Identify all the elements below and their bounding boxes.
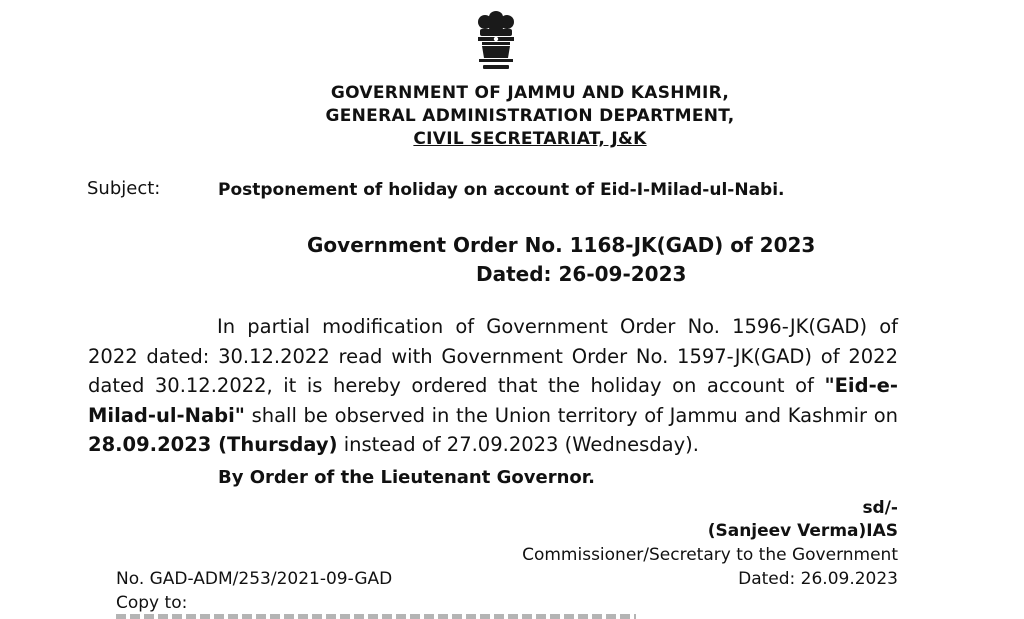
reference-number: No. GAD-ADM/253/2021-09-GAD	[116, 569, 393, 589]
order-number: Government Order No. 1168-JK(GAD) of 2023	[307, 233, 816, 257]
signatory-designation: Commissioner/Secretary to the Government	[522, 545, 898, 565]
body-text-part3: instead of 27.09.2023 (Wednesday).	[337, 433, 699, 456]
header-line-secretariat: CIVIL SECRETARIAT, J&K	[413, 129, 647, 149]
new-holiday-date: 28.09.2023 (Thursday)	[88, 433, 338, 456]
state-emblem-icon	[468, 8, 524, 76]
header-line-department: GENERAL ADMINISTRATION DEPARTMENT,	[325, 106, 735, 126]
holiday-name: "Eid-e-Milad-ul-Nabi"	[88, 374, 898, 427]
order-body-paragraph	[88, 312, 898, 460]
cut-off-text-line	[116, 614, 636, 619]
by-order-line: By Order of the Lieutenant Governor.	[218, 467, 595, 488]
header-line-government: GOVERNMENT OF JAMMU AND KASHMIR,	[330, 83, 730, 103]
order-date: Dated: 26-09-2023	[476, 262, 687, 286]
body-text-part1: In partial modification of Government Order No. 1596-JK(GAD) of 2022 dated: 30.12.2022 read with Government Order No. 1597-JK(GAD) of 2022 dated 30.12.2022, it is hereby ordered that the holiday on account of	[88, 315, 898, 397]
subject-text: Postponement of holiday on account of Eid-I-Milad-ul-Nabi.	[218, 180, 785, 200]
copy-to-label: Copy to:	[116, 593, 188, 613]
signature-date: Dated: 26.09.2023	[738, 569, 898, 589]
signature-mark: sd/-	[862, 498, 898, 518]
body-text-part2: shall be observed in the Union territory of Jammu and Kashmir on	[244, 403, 898, 427]
subject-label: Subject:	[87, 178, 161, 199]
signatory-name: (Sanjeev Verma)IAS	[707, 521, 898, 541]
